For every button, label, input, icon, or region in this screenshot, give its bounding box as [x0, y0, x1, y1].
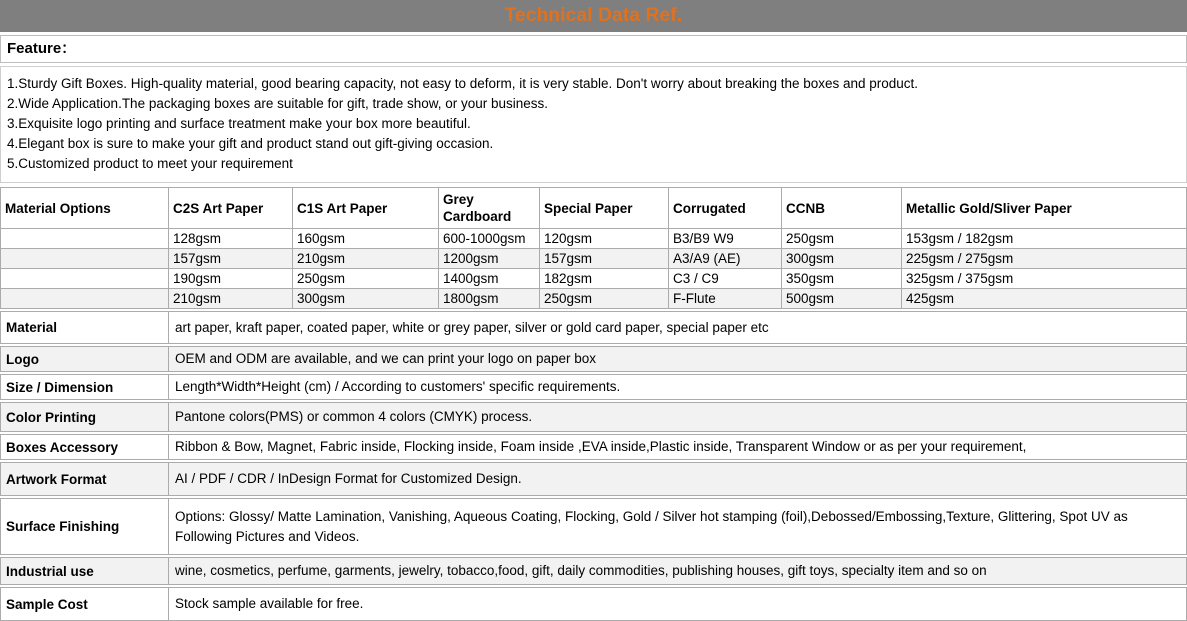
- feature-heading: Feature：: [7, 40, 77, 57]
- column-header-grey-cardboard: Grey Cardboard: [439, 188, 540, 229]
- table-cell: 210gsm: [293, 249, 439, 269]
- feature-item: 1.Sturdy Gift Boxes. High-quality material, good bearing capacity, not easy to deform, it is very stable. Don't worry about breaking the boxes and product.: [7, 76, 919, 91]
- table-cell: 182gsm: [540, 269, 669, 289]
- table-cell: B3/B9 W9: [669, 229, 782, 249]
- spec-label: Color Printing: [1, 403, 169, 431]
- feature-item: 5.Customized product to meet your requirement: [7, 156, 293, 171]
- spec-value: Ribbon & Bow, Magnet, Fabric inside, Flocking inside, Foam inside ,EVA inside,Plastic inside, Transparent Window or as per your requirement,: [175, 439, 1027, 454]
- table-cell: C3 / C9: [669, 269, 782, 289]
- feature-item: 2.Wide Application.The packaging boxes are suitable for gift, trade show, or your business.: [7, 96, 549, 111]
- spec-rows: [0, 311, 1187, 621]
- title-bar: [0, 0, 1187, 32]
- spec-label: Boxes Accessory: [1, 435, 169, 459]
- spec-row-material: [0, 311, 1187, 344]
- spec-row-color-printing: [0, 402, 1187, 432]
- table-cell: 1400gsm: [439, 269, 540, 289]
- spec-label: Artwork Format: [1, 463, 169, 495]
- column-header-material-options: Material Options: [1, 188, 169, 229]
- table-header-row: [1, 188, 1187, 229]
- table-cell: 500gsm: [782, 289, 902, 309]
- table-cell: 1800gsm: [439, 289, 540, 309]
- table-cell: 300gsm: [293, 289, 439, 309]
- spec-value: wine, cosmetics, perfume, garments, jewelry, tobacco,food, gift, daily commodities, publishing houses, gift toys, specialty item and so on: [175, 563, 987, 578]
- table-row: [1, 249, 1187, 269]
- column-header-c2s-art-paper: C2S Art Paper: [169, 188, 293, 229]
- table-cell: 325gsm / 375gsm: [902, 269, 1187, 289]
- spec-label: Sample Cost: [1, 588, 169, 620]
- table-cell: 600-1000gsm: [439, 229, 540, 249]
- table-cell: 250gsm: [540, 289, 669, 309]
- table-cell: 300gsm: [782, 249, 902, 269]
- spec-value: Stock sample available for free.: [175, 596, 364, 611]
- table-cell: 120gsm: [540, 229, 669, 249]
- spec-value: Options: Glossy/ Matte Lamination, Vanishing, Aqueous Coating, Flocking, Gold / Silver hot stamping (foil),Debossed/Embossing,Texture, Glittering, Spot UV as Following Pictures and Videos.: [175, 508, 1128, 544]
- column-header-special-paper: Special Paper: [540, 188, 669, 229]
- spec-value: Length*Width*Height (cm) / According to customers' specific requirements.: [175, 379, 621, 394]
- spec-value: Pantone colors(PMS) or common 4 colors (CMYK) process.: [175, 409, 533, 424]
- spec-label: Industrial use: [1, 558, 169, 584]
- table-cell: 160gsm: [293, 229, 439, 249]
- table-cell: 153gsm / 182gsm: [902, 229, 1187, 249]
- table-row: [1, 289, 1187, 309]
- feature-heading-row: [0, 35, 1187, 63]
- table-cell: 157gsm: [540, 249, 669, 269]
- table-row: [1, 229, 1187, 249]
- table-cell: [1, 229, 169, 249]
- table-cell: 210gsm: [169, 289, 293, 309]
- table-cell: 128gsm: [169, 229, 293, 249]
- feature-item: 3.Exquisite logo printing and surface treatment make your box more beautiful.: [7, 116, 471, 131]
- spec-row-boxes-accessory: [0, 434, 1187, 460]
- spec-row-size-dimension: [0, 374, 1187, 400]
- table-cell: [1, 249, 169, 269]
- table-cell: 425gsm: [902, 289, 1187, 309]
- column-header-corrugated: Corrugated: [669, 188, 782, 229]
- material-options-table: [0, 187, 1187, 309]
- table-cell: 157gsm: [169, 249, 293, 269]
- table-cell: 225gsm / 275gsm: [902, 249, 1187, 269]
- table-cell: 250gsm: [782, 229, 902, 249]
- spec-value: art paper, kraft paper, coated paper, white or grey paper, silver or gold card paper, special paper etc: [175, 319, 769, 335]
- page-title: Technical Data Ref.: [504, 5, 683, 26]
- spec-label: Logo: [1, 347, 169, 371]
- spec-value: AI / PDF / CDR / InDesign Format for Customized Design.: [175, 471, 522, 486]
- spec-row-surface-finishing: [0, 498, 1187, 555]
- spec-label: Material: [1, 312, 169, 343]
- feature-item: 4.Elegant box is sure to make your gift and product stand out gift-giving occasion.: [7, 136, 494, 151]
- table-cell: A3/A9 (AE): [669, 249, 782, 269]
- column-header-ccnb: CCNB: [782, 188, 902, 229]
- column-header-metallic-paper: Metallic Gold/Sliver Paper: [902, 188, 1187, 229]
- spec-label: Size / Dimension: [1, 375, 169, 399]
- features-list: [0, 66, 1187, 183]
- spec-row-artwork-format: [0, 462, 1187, 496]
- table-cell: [1, 289, 169, 309]
- table-cell: F-Flute: [669, 289, 782, 309]
- table-cell: 250gsm: [293, 269, 439, 289]
- spec-row-sample-cost: [0, 587, 1187, 621]
- table-row: [1, 269, 1187, 289]
- table-cell: 1200gsm: [439, 249, 540, 269]
- spec-value: OEM and ODM are available, and we can print your logo on paper box: [175, 351, 596, 366]
- table-cell: 190gsm: [169, 269, 293, 289]
- spec-row-industrial-use: [0, 557, 1187, 585]
- table-cell: 350gsm: [782, 269, 902, 289]
- spec-row-logo: [0, 346, 1187, 372]
- column-header-c1s-art-paper: C1S Art Paper: [293, 188, 439, 229]
- spec-label: Surface Finishing: [1, 499, 169, 554]
- table-cell: [1, 269, 169, 289]
